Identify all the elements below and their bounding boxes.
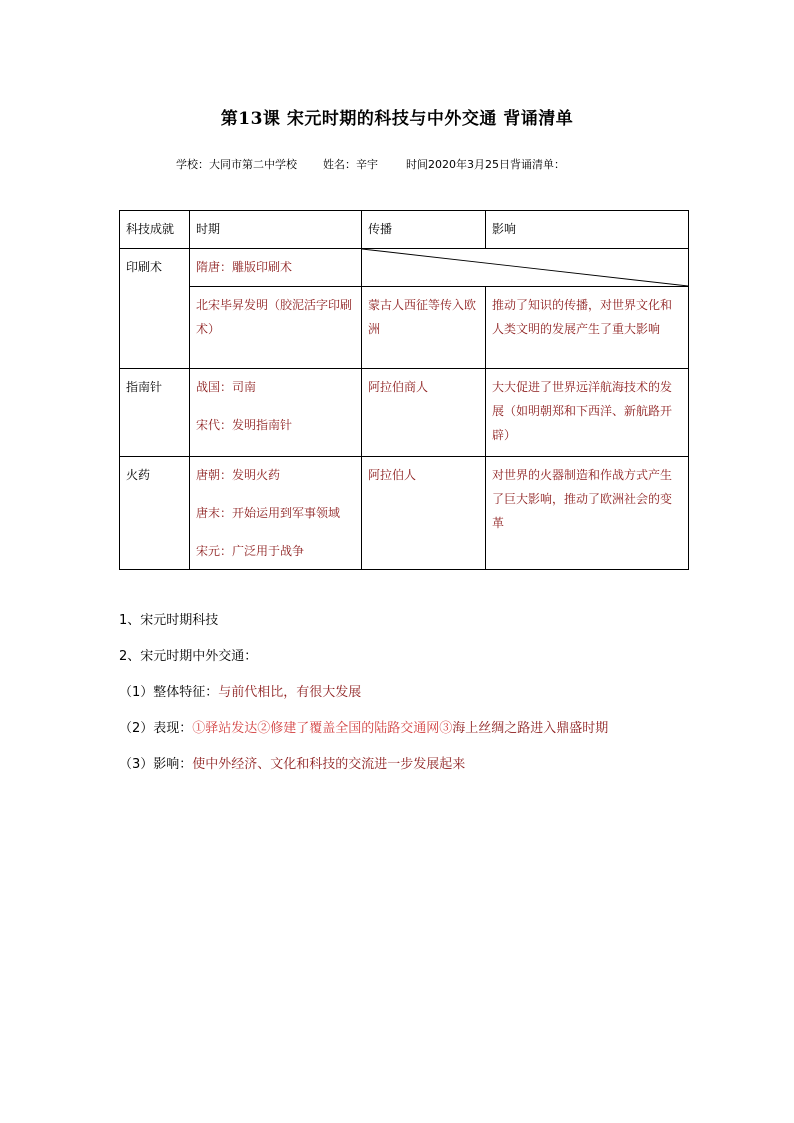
note-item-2: 2、宋元时期中外交通：: [119, 649, 258, 664]
note-item-4: [119, 719, 608, 755]
note-3-text: 与前代相比，有很大发展: [218, 685, 362, 700]
header-period: 时期: [190, 211, 362, 249]
table-row: [120, 369, 689, 457]
date-label: 时间2020年3月25日背诵清单：: [406, 158, 565, 171]
table-row: [120, 457, 689, 570]
printing-achievement: 印刷术: [120, 249, 190, 369]
note-3-label: （1）整体特征：: [119, 685, 219, 700]
gunpowder-periods: [190, 457, 362, 570]
table-row: [120, 287, 689, 369]
student-name: 姓名：辛宇: [323, 158, 378, 171]
diagonal-line: [362, 249, 688, 286]
note-5-label: （3）影响：: [119, 757, 193, 772]
compass-period-1: 战国：司南: [196, 380, 257, 394]
table-row: [120, 249, 689, 287]
gunpowder-period-2: 唐末：开始运用到军事领域: [196, 506, 341, 520]
gunpowder-period-1: 唐朝：发明火药: [196, 468, 281, 482]
compass-spread: 阿拉伯商人: [362, 369, 486, 457]
note-4-label: （2）表现：: [119, 721, 193, 736]
printing-impact: 推动了知识的传播，对世界文化和人类文明的发展产生了重大影响: [486, 287, 689, 369]
gunpowder-period-3: 宋元：广泛用于战争: [196, 544, 305, 558]
printing-period-1: 隋唐：雕版印刷术: [190, 249, 362, 287]
diagonal-empty-cell: [362, 249, 689, 287]
meta-line: [176, 156, 565, 172]
compass-period-2: 宋代：发明指南针: [196, 418, 293, 432]
header-achievement: 科技成就: [120, 211, 190, 249]
note-item-1: 1、宋元时期科技: [119, 613, 219, 628]
notes-section: [119, 611, 608, 791]
note-5-text: 使中外经济、文化和科技的交流进一步发展起来: [192, 757, 466, 772]
compass-impact: 大大促进了世界远洋航海技术的发展（如明朝郑和下西洋、新航路开辟）: [486, 369, 689, 457]
gunpowder-achievement: 火药: [120, 457, 190, 570]
page-title: 第13课 宋元时期的科技与中外交通 背诵清单: [220, 109, 574, 129]
gunpowder-impact: 对世界的火器制造和作战方式产生了巨大影响，推动了欧洲社会的变革: [486, 457, 689, 570]
header-impact: 影响: [486, 211, 689, 249]
compass-achievement: 指南针: [120, 369, 190, 457]
note-item-3: [119, 683, 608, 719]
compass-periods: [190, 369, 362, 457]
gunpowder-spread: 阿拉伯人: [362, 457, 486, 570]
school-label: 学校：大同市第二中学校: [176, 158, 297, 171]
note-4-text: 海上丝绸之路进入鼎盛时期: [452, 721, 609, 736]
printing-spread: 蒙古人西征等传入欧洲: [362, 287, 486, 369]
note-item-5: [119, 755, 608, 791]
tech-table: [119, 210, 689, 570]
table-header-row: [120, 211, 689, 249]
header-spread: 传播: [362, 211, 486, 249]
printing-period-2: 北宋毕昇发明（胶泥活字印刷术）: [190, 287, 362, 369]
note-4-highlight: ①驿站发达②修建了覆盖全国的陆路交通网③: [192, 721, 453, 736]
